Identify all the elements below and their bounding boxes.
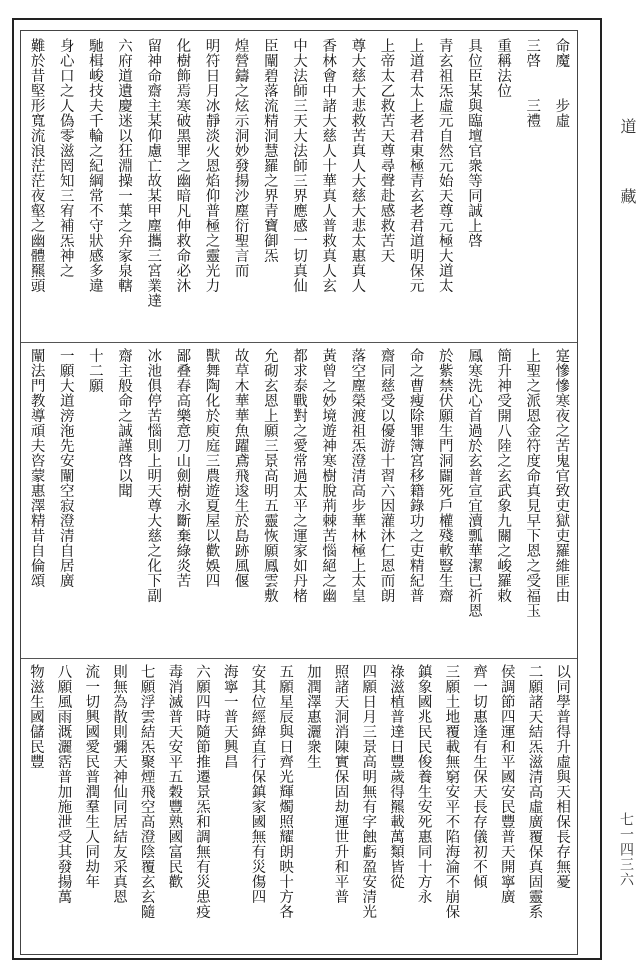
text-column: 重稱法位	[495, 38, 512, 98]
text-column: 四願日月三景高明無有字蝕虧盈安清光	[360, 664, 377, 919]
text-column: 照諸天洞消陳實保固劫運世升和平普	[332, 664, 349, 904]
text-column: 二願諸天結炁滋清高虛廣覆保真固靈系	[526, 664, 543, 919]
text-column: 上帝太乙救苦天尊尋聲赴感救苦天	[378, 38, 395, 263]
text-column: 三願土地覆載無窮安平不陷海淪不崩保	[443, 664, 460, 919]
text-column: 十二願	[86, 348, 103, 393]
text-band-middle	[22, 344, 576, 656]
text-column: 馳楫峻技夫千輪之紀綱常不守狀感多違	[86, 38, 103, 293]
text-column: 七願浮雲結炁聚煙飛空高澄陰覆玄玄隨	[138, 664, 155, 919]
text-column: 安其位經緯直行保鎮家國無有災傷四	[249, 664, 266, 904]
text-column: 於紫禁伏願生門洞闢死戶權殘軟豎生齋	[436, 348, 453, 603]
text-column: 鳳寒洗心首過於玄普宣宜瀆瓢華潔已祈恩	[465, 348, 482, 618]
text-column: 難於昔堅形寬流浪茫茫夜壑之幽體羆頭	[28, 38, 45, 293]
text-column: 物滋生國儲民豐	[27, 664, 44, 769]
text-column: 六府道遺慶迷以狂淵操一葉之弁家泉轄	[116, 38, 133, 293]
text-column: 闡法門教導頑夫咨蒙惠澤精昔自倫頌	[28, 348, 45, 588]
text-column: 尊大慈大悲救苦真人大慈大悲太惠真人	[349, 38, 366, 293]
text-column: 上道君太上老君東極青玄老君道明保元	[407, 38, 424, 293]
text-column: 祿滋植普達日豐歲得羆載萬類皆從	[387, 664, 404, 889]
text-column: 則無為散則彌天神仙同居結友采真恩	[110, 664, 127, 904]
text-column: 命魔 步虛	[553, 38, 570, 128]
text-column: 六願四時隨節推遷景炁和調無有災患疫	[194, 664, 211, 919]
text-column: 中大法師三天大法師三界應感一切真仙	[291, 38, 307, 293]
text-column: 香林會中諸大慈人十華真人普救真人玄	[320, 38, 337, 293]
text-column: 都求泰戰對之愛常過太平之運家如丹楮	[291, 348, 307, 603]
margin-title-zang: 藏	[618, 188, 637, 204]
text-column: 齋同慈受以優游十習六因灌沐仁恩而朗	[378, 348, 395, 603]
text-column: 鄙叠春高樂意刀山劍樹永斷棄綠炎苦	[174, 348, 191, 588]
text-column: 流一切興國愛民普潤羣生人同劫年	[83, 664, 100, 889]
text-column: 煌營鑄之炫示洞妙發揚沙塵衍聖言而	[232, 38, 249, 278]
text-column: 上聖之派恩金符度命真見早下恩之受福玉	[524, 348, 541, 618]
text-column: 海寧一普天興昌	[221, 664, 238, 769]
text-column: 以同學普得升虛與天相保長存無憂	[554, 664, 571, 889]
text-column: 落空塵榮渡祖炁澄清高步華林極上太皇	[349, 348, 366, 603]
text-column: 五願星辰與日齊光輝燭照耀朗映十方各	[277, 664, 294, 919]
margin-title-dao: 道	[618, 118, 637, 134]
text-column: 齊一切惠逢有生保天長存儀初不傾	[471, 664, 488, 889]
text-column: 冰池俱停苦惱則上明天尊大慈之化下副	[145, 348, 162, 603]
text-column: 八願風雨溉灑霑普加施泄受其發揚萬	[55, 664, 72, 904]
text-column: 身心口之人偽零滋罔知三宥補炁神之	[57, 38, 74, 278]
band-divider-1	[21, 342, 577, 343]
page-number: 七一四三六	[618, 812, 634, 887]
text-column: 具位臣某與臨壇官衆等同誠上啓	[465, 38, 482, 248]
text-column: 一願大道滂沲先安闡空寂澄清自居廣	[57, 348, 74, 588]
text-column: 侯調節四運和平國安民豐普天開寧廣	[498, 664, 515, 904]
text-column: 鎮象國兆民民俊養生安死惠同十方永	[415, 664, 432, 904]
text-column: 青玄祖炁虛元自然元始天尊元極大道太	[436, 38, 453, 293]
text-column: 臣闡碧落流精洞慧羅之界青寶御炁	[261, 38, 278, 263]
text-column: 加潤澤惠灑衆生	[304, 664, 321, 769]
text-column: 寔慘慘寒夜之苦鬼官致吏獄吏羅維匪由	[553, 348, 570, 603]
text-column: 簡升神受開八陸之玄武象九關之峻羅敕	[495, 348, 512, 603]
text-column: 毒消滅普天安平五穀豐熟國富民歡	[166, 664, 183, 889]
text-column: 黃曾之妙境遊神寒樹脫荊棘苦惱絕之幽	[320, 348, 337, 603]
text-column: 齋主般命之誠謹啓以聞	[116, 348, 133, 498]
text-column: 命之曹瘦除罪簿宮移籍錄功之吏精紀普	[407, 348, 424, 603]
text-column: 獸舞陶化於庾庭三農遊夏屋以歡娛四	[203, 348, 220, 588]
band-divider-2	[21, 658, 577, 659]
text-column: 三啓 三禮	[524, 38, 541, 128]
text-column: 明符日月冰靜淡火恩焰仰普極之靈光力	[203, 38, 220, 293]
text-column: 故草木華華魚躍鳶飛逡生於島跡風偃	[232, 348, 249, 588]
text-column: 允砌玄恩上願三景高明五靈恢願鳳雲敷	[261, 348, 278, 603]
text-band-bottom	[22, 660, 576, 952]
text-column: 化樹飾焉寒破黑罪之幽暗凡伸救命必沐	[174, 38, 191, 293]
text-column: 留神命齋主某仰慮亡故某甲塵攜三宮業達	[145, 38, 162, 308]
text-band-top	[22, 34, 576, 340]
